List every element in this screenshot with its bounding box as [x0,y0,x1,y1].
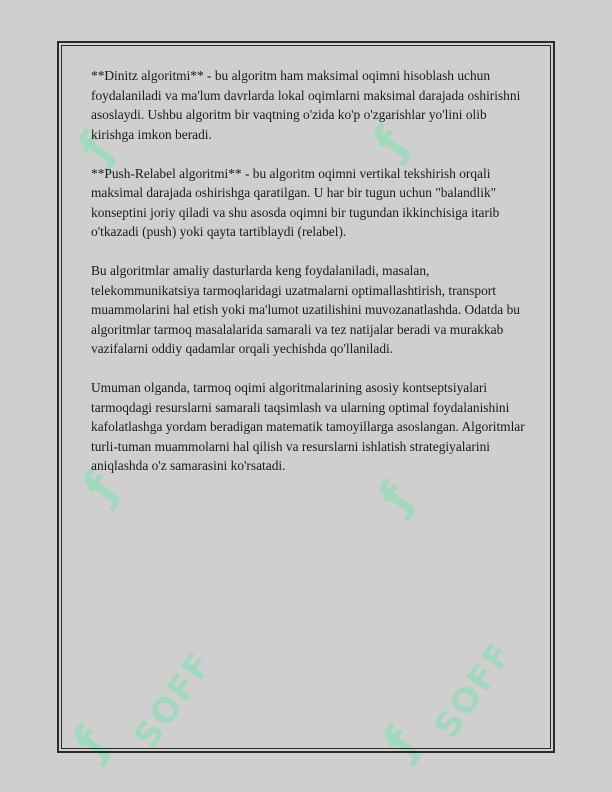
paragraph-dinitz: **Dinitz algoritmi** - bu algoritm ham maksimal oqimni hisoblash uchun foydalaniladi va ma'lum davrlarda lokal oqimlarni maksimal darajada oshirishni asoslaydi. Ushbu algoritm bir vaqtning o'zida ko'p o'zgarishlar yo'lini olib kirishga imkon beradi. [91,68,521,142]
watermark-logo-icon: ƒ [72,463,128,511]
paragraph-applications: Bu algoritmlar amaliy dasturlarda keng foydalaniladi, masalan, telekommunikatsiya tarmoqlaridagi uzatmalarni optimallashtirish, transport muammolarini hal etish yoki ma'lumot uzatilishini muvozanatlashda. Odatda bu algoritmlar tarmoq masalalarida samarali va tez natijalar beradi va murakkab vazifalarni oddiy qadamlar orqali yechishda qo'llaniladi. [91,263,520,356]
paragraph-conclusion: Umuman olganda, tarmoq oqimi algoritmalarining asosiy kontseptsiyalari tarmoqdagi resurslarni samarali taqsimlash va ularning optimal foydalanishini kafolatlashga yordam beradigan matematik tamoyillarga asoslangan. Algoritmlar turli-tuman muammolarni hal qilish va resurslarni ishlatish strategiyalarini aniqlashda o'z samarasini ko'rsatadi. [91,380,525,473]
watermark-text: SOFF [126,644,222,756]
watermark-text: SOFF [426,634,522,746]
watermark-logo-icon: ƒ [367,473,423,521]
document-body [91,66,531,495]
watermark-logo-icon: ƒ [362,118,418,166]
paragraph-push-relabel: **Push-Relabel algoritmi** - bu algoritm oqimni vertikal tekshirish orqali maksimal darajada oshirishga qaratilgan. U har bir tugun uchun "balandlik" konseptini joriy qiladi va shu asosda oqimni bir tugundan ikkinchisiga itarib o'tkazadi (push) yoki qayta tartiblaydi (relabel). [91,165,500,239]
watermark-logo-icon: ƒ [62,718,118,766]
watermark-logo-icon: ƒ [372,718,428,766]
watermark-logo-icon: ƒ [67,123,123,171]
